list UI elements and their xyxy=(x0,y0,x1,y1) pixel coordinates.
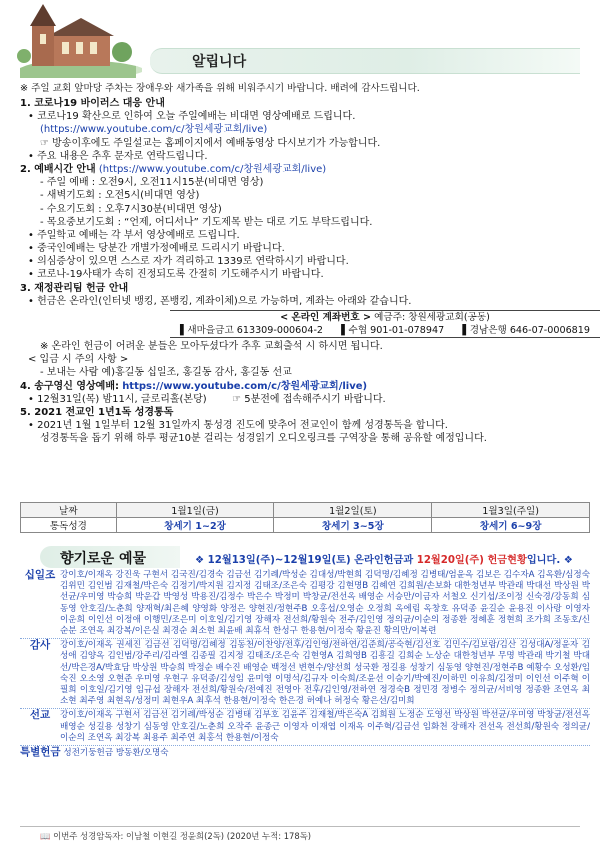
offering-names: 강이호/이재옥 권세진 김금선 김덕명/김혜정 김동천/이찬양/전후/김인영/전하연/김준희/공숙현/김선호 김민수/김보람/김산 김성대A/정윤자 김성애 김양옥 김인범/강주리/김라엘 김종필 김지정 김태조/조은숙 김현영A 김희영B 김흥길 김희순 노상순 대한청년부 무명 박관래 박기철 박대선/박은경A/박효담 박상원 박승희 박정순 배수진 배영순 백정선 변현수/양선희 성국환 정길용 성창기 심동영 양현진/정현주B 예황수 오성환/임숙진 오소영 오현준 우미영 우현구 유덕종/김성임 윤미영 이명석/김규자 이숙희/조윤선 이승기/박예진/이하민 이유희/김정미 이인선 이주혁 이필희 이호일/김기영 임규섭 장해자 전선희/황원숙/전예진 전영아 전후/김인영/전하연 정경숙B 정민경 정병수 정의균/서비영 정종환 조연옥 최소현 최주영 최현옥/성정미 최현우A 최후석 한용현/이정숙 한은경 허예나 허정숙 황은선/김미희 xyxy=(60,640,590,707)
offering-category: 감사 xyxy=(29,639,51,652)
table-cell: 창세기 1~2장 xyxy=(116,518,274,533)
table-cell: 창세기 3~5장 xyxy=(274,518,432,533)
offering-row xyxy=(20,710,590,744)
account-box xyxy=(170,310,600,338)
parking-notice: ※ 주일 교회 앞마당 주차는 장애우와 새가족을 위해 비워주시기 바랍니다. 배려에 감사드립니다. xyxy=(20,83,420,94)
announcement-line: ☞ 5분전에 접속해주시기 바랍니다. xyxy=(232,393,386,405)
offering-period xyxy=(195,551,573,566)
announcement-line: • 중국인예배는 당분간 개별가정예배로 드리시기 바랍니다. xyxy=(28,243,285,255)
offering-period-highlight: 12월20일(주) 헌금현황 xyxy=(416,555,527,566)
announcement-line: • 12월31일(목) 밤11시, 글로리홀(본당) xyxy=(28,393,207,405)
offering-names: 성전기둥헌금 방동환/오명숙 xyxy=(63,748,169,759)
account-number: ▌수협 901-01-078947 xyxy=(341,325,445,336)
offering-list xyxy=(20,570,590,759)
announcement-line: • 코로나19 확산으로 인하여 오늘 주일예배는 비대면 영상예배로 드립니다. xyxy=(28,111,356,123)
offering-category: 십일조 xyxy=(24,569,56,581)
bible-reading-footer xyxy=(40,830,311,842)
offering-names: 강이호/이재옥 구현서 김금선 김기례/박성순 김병태 김부호 김윤주 김재철/박은숙A 김희원 노정순 도영선 박상원 박선균/우미영 박창균/전선옥 배영순 성길용 성창기 심동영 안호길/노춘희 오작주 윤종근 이영자 이재엽 이재옥 이주혁/김금선 임화천 장해자 전선옥 전선희/황원숙 정의균/이순의 조연옥 최강복 최용주 최주연 최홍석 한용현/이정숙 xyxy=(60,710,590,743)
announcement-line: ※ 온라인 헌금이 어려운 분들은 모아두셨다가 추후 교회출석 시 하시면 됩니다. xyxy=(40,341,383,352)
table-cell: 통독성경 xyxy=(21,518,117,533)
church-illustration-icon xyxy=(12,4,142,78)
announcement-line: 성경통독을 돕기 위해 하루 평균10분 걸리는 성경읽기 오디오링크를 구역장을 통해 공유할 예정입니다. xyxy=(40,433,487,445)
announcement-line: • 2021년 1월 1일부터 12월 31일까지 통성경 진도에 맞추어 전교인이 함께 성경통독을 합니다. xyxy=(28,420,448,432)
table-header: 1월3일(주일) xyxy=(432,503,590,518)
page-title: 알립니다 xyxy=(192,54,247,70)
offering-row xyxy=(20,570,590,637)
offering-names: 강이호/이재옥 강진욱 구현서 김국진/김경숙 김금선 김기례/박성순 김대성/박현희 김덕명/김혜정 김병태/엄윤옥 김보은 김수자A 김옥환/심정숙 김위민 김인범 김재철/박은숙 김정기/박지원 김지정 김태조/조은숙 김평강 김현명B 김혜연 김희원/손보화 대한청년부 박관래 박대선 박상원 박선균/우미영 박승희 박운갑 박영성 박용진/김정수 박은수 박정미 박창균/전선옥 배영순 서승만/이금자 서철오 신기섭/조이정 신숙경/강동희 심동영 안호길/노춘희 양재혁/최은혜 양영화 양정은 양현진/정현주B 오홍섭/오영순 오정희 옥에림 옥창호 유덕종 윤길순 윤용진 이사랑 이영자 이운희 이인선 이정애 이행민/조은미 이호일/김기영 장해자 전선희/황원숙 전주/김인영 정의균/이순의 정종환 정혜훈 정현희 조가희 조동호/신순분 조연옥 최강복/이은실 최경순 최소현 최윤배 최휴석 한성구 한용현/이정숙 황윤진 황의만/이복련 xyxy=(60,570,590,637)
announcement-line: • 주일학교 예배는 각 부서 영상예배로 드립니다. xyxy=(28,229,240,241)
section-title: 5. 2021 전교인 1년1독 성경통독 xyxy=(20,406,174,418)
announcement-line: - 주일 예배 : 오전9시, 오전11시15분(비대면 영상) xyxy=(40,177,264,189)
offering-category: 특별헌금 xyxy=(20,746,61,759)
offering-period-text: 입니다. ❖ xyxy=(526,555,573,566)
offering-title: 향기로운 예물 xyxy=(60,551,147,567)
announcement-line: - 목요중보기도회 : “언제, 어디서나” 기도제목 받는 대로 기도 부탁드립니다. xyxy=(40,216,373,228)
book-icon: 📖 xyxy=(40,831,51,841)
table-header: 날짜 xyxy=(21,503,117,518)
table-header: 1월1일(금) xyxy=(116,503,274,518)
account-holder: 예금주: 창원세광교회(공동) xyxy=(374,312,490,323)
announcement-line: • 주요 내용은 추후 문자로 연락드립니다. xyxy=(28,150,208,162)
offering-category: 선교 xyxy=(29,709,51,722)
announcements xyxy=(20,97,590,446)
announcement-line: - 수요기도회 : 오후7시30분(비대면 영상) xyxy=(40,203,222,215)
account-number: ▌경남은행 646-07-0006819 xyxy=(462,325,590,336)
header xyxy=(0,0,600,80)
announcement-line: - 보내는 사람 예)홍길동 십일조, 홍길동 감사, 홍길동 선교 xyxy=(40,367,292,379)
offering-row xyxy=(20,747,590,759)
announcement-line: • 의심증상이 있으면 스스로 자가 격리하고 1339로 연락하시기 바랍니다. xyxy=(28,256,349,268)
offering-row xyxy=(20,640,590,707)
announcement-line: - 새벽기도회 : 오전5시(비대면 영상) xyxy=(40,190,200,202)
announcement-line: • 헌금은 온라인(인터넷 뱅킹, 폰뱅킹, 계좌이체)으로 가능하며, 계좌는 아래와 같습니다. xyxy=(28,295,412,307)
notice-title-band xyxy=(150,48,580,74)
table-header: 1월2일(토) xyxy=(274,503,432,518)
section-title: 3. 재정관리팀 헌금 안내 xyxy=(20,282,129,294)
section-title: 2. 예배시간 안내 xyxy=(20,163,96,175)
section-title: 1. 코로나19 바이러스 대응 안내 xyxy=(20,98,165,109)
offering-title-band xyxy=(40,546,180,568)
footer-text: 이번주 성경암독자: 이남철 이현길 정윤희(2독) (2020년 누적: 178독) xyxy=(53,831,312,841)
youtube-link[interactable]: (https://www.youtube.com/c/창원세광교회/live) xyxy=(98,163,327,175)
announcement-line: ☞ 방송이후에도 주일설교는 홈페이지에서 예배동영상 다시보기가 가능합니다. xyxy=(40,137,381,149)
account-title: < 온라인 계좌번호 > xyxy=(280,312,372,323)
bible-reading-table xyxy=(20,502,590,533)
table-cell: 창세기 6~9장 xyxy=(432,518,590,533)
announcement-line: • 코로나-19사태가 속히 진정되도록 간절히 기도해주시기 바랍니다. xyxy=(28,269,324,281)
offering-period-text: ❖ 12월13일(주)~12월19일(토) 온라인헌금과 xyxy=(195,555,414,566)
youtube-link[interactable]: (https://www.youtube.com/c/창원세광교회/live) xyxy=(40,124,268,136)
announcement-line: < 입금 시 주의 사항 > xyxy=(28,354,129,366)
youtube-link[interactable]: https://www.youtube.com/c/창원세광교회/live) xyxy=(122,380,368,392)
section-title: 4. 송구영신 영상예배: xyxy=(20,380,119,392)
account-number: ▌새마을금고 613309-000604-2 xyxy=(180,325,324,336)
